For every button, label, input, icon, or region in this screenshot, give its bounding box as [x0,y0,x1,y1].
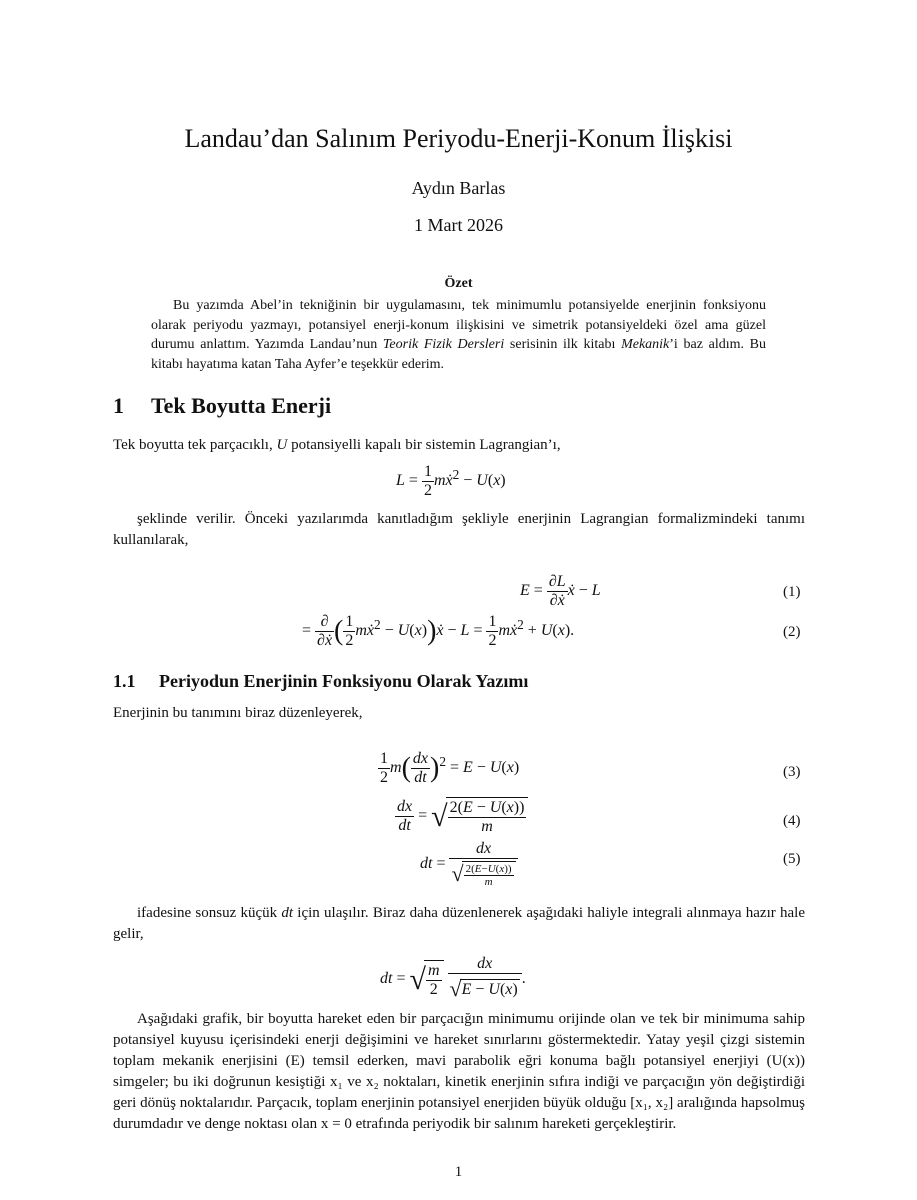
integral-ready-equation: dt = √ $\frac{m}{2}$ $\frac{dx}{√E - U(x)}$ . [380,955,526,1004]
page-number: 1 [454,1164,463,1180]
section-1-paragraph-1: Tek boyutta tek parçacıklı, U potansiyelli kapalı bir sistemin Lagrangian’ı, [113,437,561,453]
energy-equation-2: = $\frac{\partial}{\text{∂ẋ}}$ ( $\frac{1}{2}$ mẋ$^2$ − U(x))ẋ − L = $\frac{1}{2}$ mẋ$^2$ + U(x). [302,613,575,649]
equation-number-4: (4) [783,813,801,829]
energy-equation-1: E = $\frac{\partial L}{\text{∂ẋ}}$ ẋ − L [520,573,601,609]
equation-number-5: (5) [783,851,801,867]
subsection-1-1-heading: 1.1 Periyodun Enerjinin Fonksiyonu Olarak Yazımı [113,671,529,691]
abstract-text: Bu yazımda Abel’in tekniğinin bir uygulamasını, tek minimumlu potansiyelde enerjinin fonksiyonu olarak periyodu yazmayı, potansiyel enerji-konum ilişkisini ve simetrik potansiyeldeki özel ama güzel durumu anlattım. Yazımda Landau’nun Teorik Fizik Dersleri serisinin ilk kitabı Mekanik’i baz aldım. Bu kitabı hayatıma katan Taha Ayfer’e teşekkür ederim. [151,298,767,372]
section-1-heading: 1 Tek Boyutta Enerji [113,393,332,418]
subsection-paragraph-3: Aşağıdaki grafik, bir boyutta hareket eden bir parçacığın minimumu orijinde olan ve tek bir minimuma sahip potansiyel kuyusu içerisindeki enerji değişimini ve hareket sınırlarını göstermektedir. Yatay yeşil çizgi sistemin toplam mekanik enerjisini (E) temsil ederken, mavi parabolik eğri konuma bağlı potansiyel enerjiyi (U(x)) simgeler; bu iki doğrunun kesiştiği x₁ ve x₂ noktaları, kinetik enerjinin sıfıra indiği ve parçacığın yön değiştirdiği geri dönüş noktalarıdır. Parçacık, toplam enerjinin potansiyel enerjiden büyük olduğu [x₁, x₂] aralığında hapsolmuş durumdadır ve denge noktası olan x = 0 etrafında periyodik bir salınım hareketi gerçekleştirir. [113,1011,805,1132]
energy-equation-3: $\frac{1}{2}$ m( $\frac{dx}{dt}$ )$^2$ = E − U(x) [380,750,520,786]
subsection-paragraph-1: Enerjinin bu tanımını biraz düzenleyerek, [113,705,363,721]
equation-number-2: (2) [783,624,801,640]
abstract-heading: Özet [444,276,473,291]
paper-title: Landau’dan Salınım Periyodu-Enerji-Konum İlişkisi [184,124,733,153]
publication-date: 1 Mart 2026 [414,215,503,235]
subsection-paragraph-2: ifadesine sonsuz küçük dt için ulaşılır. Biraz daha düzenlenerek aşağıdaki haliyle integrali alınmaya hazır hale gelir, [113,905,805,942]
equation-number-1: (1) [783,584,801,600]
section-1-paragraph-2: şeklinde verilir. Önceki yazılarımda kanıtladığım şekliyle enerjinin Lagrangian formalizmindeki tanımı kullanılarak, [113,511,805,548]
equation-number-3: (3) [783,764,801,780]
time-equation-5: dt = dx √ $\frac{2(E-U(x))}{m}$ [420,840,518,889]
lagrangian-equation: L = $\frac{1}{2}$ mẋ$^2$ − U(x) [396,463,506,499]
velocity-equation-4: $\frac{dx}{dt}$ = √ $\frac{2(E - U(x))}{m}$ [395,797,528,836]
author-name: Aydın Barlas [411,178,506,198]
